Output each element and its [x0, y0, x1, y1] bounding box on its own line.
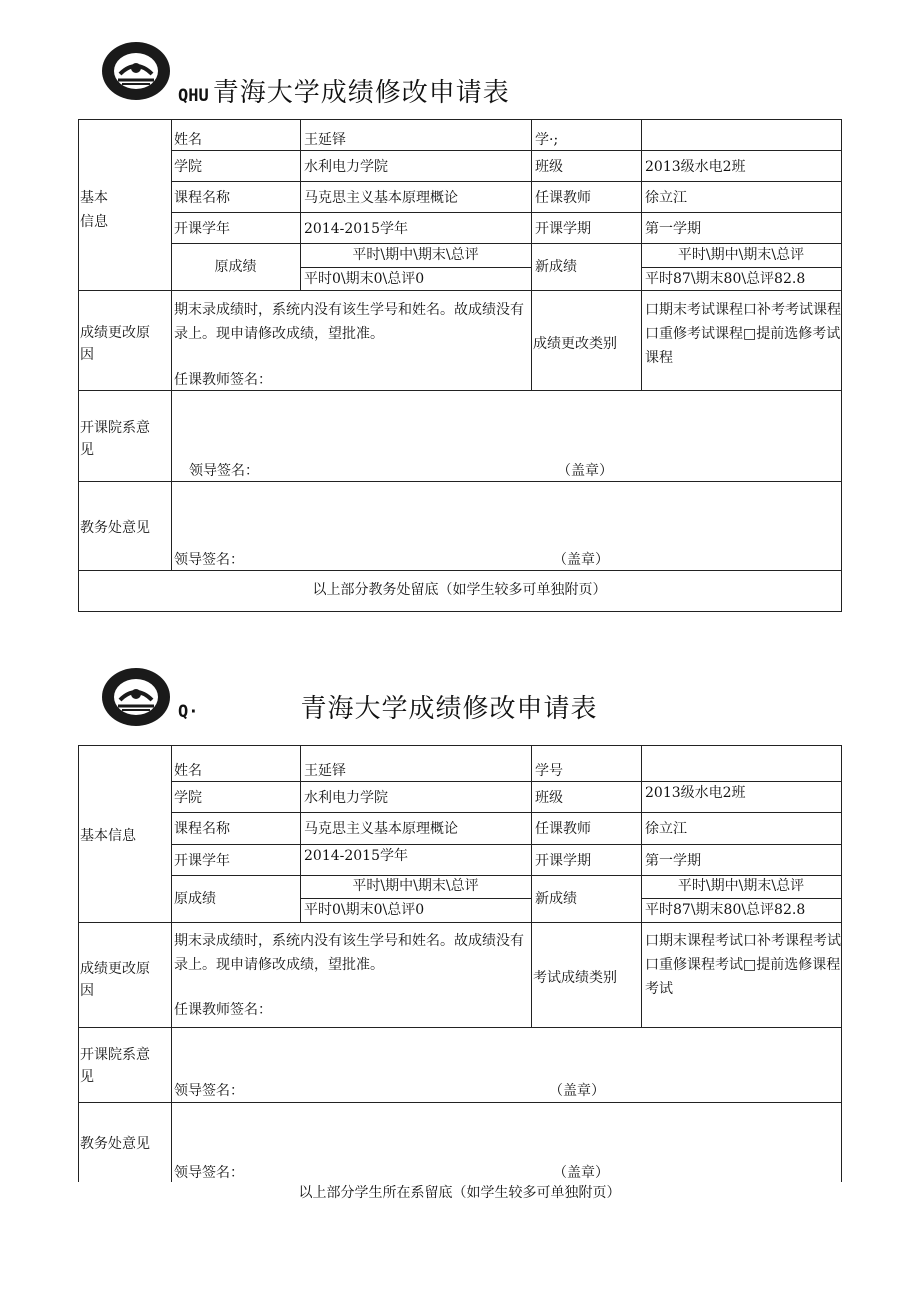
change-reason-text: 期末录成绩时，系统内没有该生学号和姓名。故成绩没有录上。现申请修改成绩，望批准。: [174, 933, 524, 973]
label-original-grade: 原成绩: [214, 259, 257, 275]
value-college: 水利电力学院: [304, 790, 388, 806]
change-type-options: 口期末课程考试口补考课程考试口重修课程考试□提前选修课程考试: [645, 933, 841, 997]
value-term: 第一学期: [645, 221, 701, 237]
university-logo-icon: [100, 666, 172, 728]
value-teacher: 徐立江: [645, 821, 687, 837]
label-name: 姓名: [174, 763, 202, 779]
new-grade-header: 平时\期中\期末\总评: [677, 878, 805, 894]
new-grade-values: 平时87\期末80\总评82.8: [645, 902, 806, 918]
leader-signature-label: 领导签名：: [174, 1165, 244, 1181]
label-year: 开课学年: [174, 853, 230, 869]
label-college: 学院: [174, 159, 202, 175]
label-course: 课程名称: [174, 821, 230, 837]
label-academic-affairs-opinion: 教务处意见: [80, 520, 150, 536]
label-change-type: 考试成绩类别: [533, 970, 617, 986]
label-dept-opinion: 开课院系意 见: [80, 420, 150, 458]
label-original-grade: 原成绩: [174, 891, 216, 907]
label-student-no: 学·;: [535, 132, 559, 148]
seal-label: （盖章）: [549, 1083, 605, 1099]
label-teacher: 任课教师: [535, 190, 591, 206]
value-year: 2014-2015学年: [304, 848, 408, 864]
label-dept-opinion: 开课院系意 见: [80, 1047, 150, 1085]
section-basic-info: 基本 信息: [80, 190, 108, 230]
label-teacher: 任课教师: [535, 821, 591, 837]
form-title: [178, 72, 510, 109]
title-prefix: QHU: [178, 86, 209, 106]
value-college: 水利电力学院: [304, 159, 388, 175]
value-year: 2014-2015学年: [304, 221, 408, 237]
value-teacher: 徐立江: [645, 190, 687, 206]
label-name: 姓名: [174, 132, 202, 148]
original-grade-header: 平时\期中\期末\总评: [352, 878, 479, 894]
seal-label: （盖章）: [553, 552, 609, 568]
teacher-signature-label: 任课教师签名：: [174, 372, 272, 388]
label-academic-affairs-opinion: 教务处意见: [80, 1136, 150, 1152]
label-change-type: 成绩更改类别: [533, 336, 617, 352]
value-name: 王延铎: [304, 132, 346, 148]
teacher-signature-label: 任课教师签名：: [174, 1002, 272, 1018]
original-grade-values: 平时0\期末0\总评0: [304, 271, 425, 287]
leader-signature-label: 领导签名：: [174, 552, 244, 568]
original-grade-values: 平时0\期末0\总评0: [304, 902, 425, 918]
value-term: 第一学期: [645, 853, 701, 869]
value-class: 2013级水电2班: [645, 159, 746, 175]
label-new-grade: 新成绩: [535, 259, 577, 275]
section-basic-info: 基本信息: [80, 828, 136, 844]
new-grade-values: 平时87\期末80\总评82.8: [645, 271, 806, 287]
footer-note: 以上部分教务处留底（如学生较多可单独附页）: [312, 582, 607, 598]
label-term: 开课学期: [535, 853, 591, 869]
label-course: 课程名称: [174, 190, 230, 206]
label-year: 开课学年: [174, 221, 230, 237]
leader-signature-label: 领导签名：: [189, 463, 259, 479]
leader-signature-label: 领导签名：: [174, 1083, 244, 1099]
label-student-no: 学号: [535, 763, 563, 779]
value-class: 2013级水电2班: [645, 785, 746, 801]
original-grade-header: 平时\期中\期末\总评: [352, 247, 479, 263]
form-title: [178, 688, 598, 725]
label-change-reason: 成绩更改原 因: [80, 325, 150, 363]
label-college: 学院: [174, 790, 202, 806]
change-reason-text: 期末录成绩时，系统内没有该生学号和姓名。故成绩没有录上。现申请修改成绩，望批准。: [174, 302, 524, 342]
seal-label: （盖章）: [553, 1165, 609, 1181]
title-text: 青海大学成绩修改申请表: [300, 694, 598, 724]
value-course: 马克思主义基本原理概论: [304, 821, 458, 837]
change-type-options: 口期末考试课程口补考考试课程口重修考试课程□提前选修考试课程: [645, 302, 841, 366]
label-change-reason: 成绩更改原 因: [80, 961, 150, 999]
university-logo-icon: [100, 40, 172, 102]
label-class: 班级: [535, 159, 563, 175]
title-text: 青海大学成绩修改申请表: [212, 78, 510, 108]
new-grade-header: 平时\期中\期末\总评: [677, 247, 805, 263]
label-new-grade: 新成绩: [535, 891, 577, 907]
footer-note: 以上部分学生所在系留底（如学生较多可单独附页）: [298, 1185, 621, 1201]
value-course: 马克思主义基本原理概论: [304, 190, 458, 206]
label-class: 班级: [535, 790, 563, 806]
value-name: 王延铎: [304, 763, 346, 779]
seal-label: （盖章）: [557, 463, 613, 479]
label-term: 开课学期: [535, 221, 591, 237]
title-prefix: Q·: [178, 702, 199, 722]
